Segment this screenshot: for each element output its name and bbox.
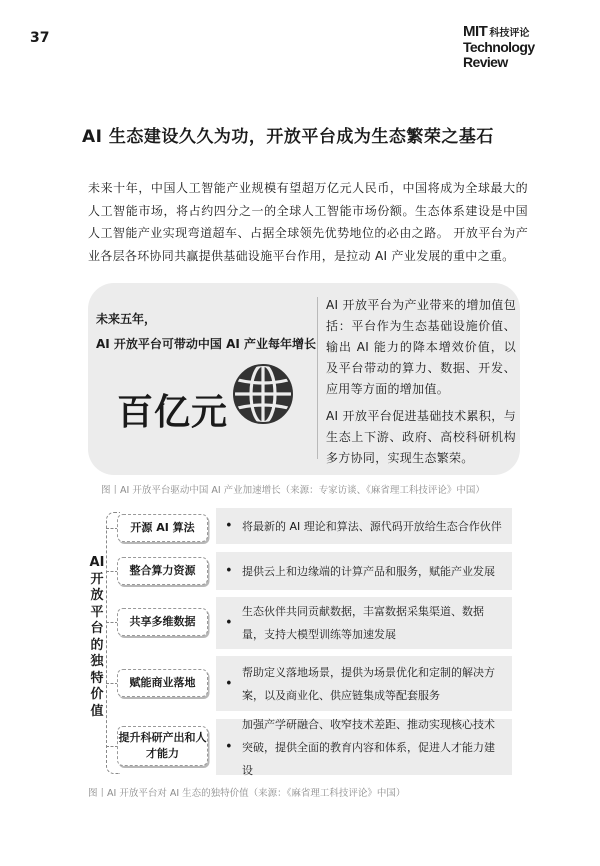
- page-number: 37: [30, 30, 50, 46]
- figure-2-caption: 图丨AI 开放平台对 AI 生态的独特价值（来源：《麻省理工科技评论》中国）: [88, 788, 406, 799]
- value-label-research-talent: 提升科研产出和人才能力: [117, 726, 208, 766]
- value-desc-text: 帮助定义落地场景，提供为场景优化和定制的解决方案，以及商业化、供应链集成等配套服务: [242, 665, 495, 702]
- value-desc-commercial: [216, 656, 512, 711]
- highlight-description: [326, 295, 516, 469]
- value-desc-text: 提供云上和边缘端的计算产品和服务，赋能产业发展: [242, 564, 495, 578]
- bullet-icon: •: [225, 563, 233, 579]
- value-label-open-algorithms: 开源 AI 算法: [117, 514, 208, 542]
- value-desc-research-talent: [216, 719, 512, 775]
- value-label-commercial: 赋能商业落地: [117, 669, 208, 697]
- figure-1-caption: 图丨AI 开放平台驱动中国 AI 产业加速增长（来源：专家访谈、《麻省理工科技评论》中国）: [101, 485, 485, 496]
- bullet-icon: •: [225, 615, 233, 631]
- intro-paragraph: 未来十年，中国人工智能产业规模有望超万亿元人民币，中国将成为全球最大的人工智能市场，将占约四分之一的全球人工智能市场份额。生态体系建设是中国人工智能产业实现弯道超车、占据全球领先优势地位的必由之路。 开放平台为产业各层各环协同共赢提供基础设施平台作用，是拉动 AI 产业发展的重中之重。: [88, 181, 528, 263]
- value-desc-text: 将最新的 AI 理论和算法、源代码开放给生态合作伙伴: [242, 519, 502, 533]
- value-desc-text: 生态伙伴共同贡献数据，丰富数据采集渠道、数据量，支持大模型训练等加速发展: [242, 605, 484, 641]
- section-title: AI 生态建设久久为功，开放平台成为生态繁荣之基石: [82, 127, 494, 147]
- logo-cn: 科技评论: [489, 28, 530, 39]
- value-desc-open-algorithms: [216, 508, 512, 544]
- highlight-big-value: 百亿元: [117, 392, 229, 433]
- logo-review: Review: [463, 54, 508, 70]
- value-desc-text: 加强产学研融合、收窄技术差距、推动实现核心技术突破，提供全面的教育内容和体系，促进人才能力建设: [242, 717, 495, 777]
- highlight-divider: [317, 297, 318, 459]
- value-label-compute: 整合算力资源: [117, 557, 208, 585]
- mit-technology-review-logo: [463, 24, 573, 69]
- value-desc-compute: [216, 552, 512, 590]
- highlight-heading-1: 未来五年，: [96, 312, 157, 326]
- value-desc-data: [216, 597, 512, 649]
- values-vertical-title: AI开放平台的独特价值: [89, 555, 105, 719]
- bullet-icon: •: [225, 739, 233, 755]
- logo-technology: Technology: [463, 39, 535, 55]
- logo-mit: MIT: [463, 23, 488, 40]
- bullet-icon: •: [225, 518, 233, 534]
- bullet-icon: •: [225, 676, 233, 691]
- highlight-heading-2: AI 开放平台可带动中国 AI 产业每年增长: [96, 337, 317, 351]
- highlight-description-p1: AI 开放平台为产业带来的增加值包括：平台作为生态基础设施价值、输出 AI 能力的降本增效价值，以及平台带动的算力、数据、开发、应用等方面的增加值。: [326, 298, 516, 396]
- globe-icon: [231, 362, 295, 426]
- value-label-data: 共享多维数据: [117, 608, 208, 636]
- highlight-description-p2: AI 开放平台促进基础技术累积，与生态上下游、政府、高校科研机构多方协同，实现生态繁荣。: [326, 409, 516, 465]
